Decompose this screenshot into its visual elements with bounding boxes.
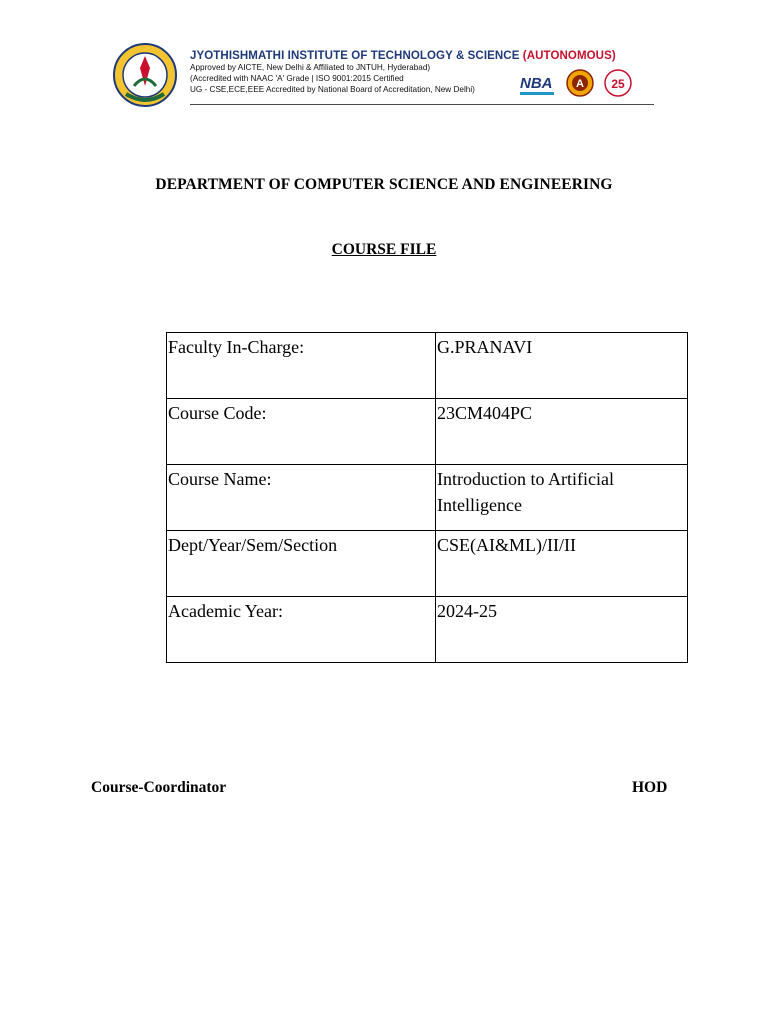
naac-a-grade-icon (567, 70, 593, 96)
accreditation-badges (518, 68, 648, 100)
table-row (167, 399, 688, 465)
dept-year-sem-value: CSE(AI&ML)/II/II (436, 531, 688, 597)
accreditation-line: (Accredited with NAAC 'A' Grade | ISO 9001:2015 Certified (190, 74, 404, 83)
table-row (167, 597, 688, 663)
autonomous-label: (AUTONOMOUS) (522, 50, 616, 62)
institute-name (190, 50, 616, 62)
course-code-label: Course Code: (167, 399, 436, 465)
institute-emblem-icon (112, 42, 178, 108)
letterhead (108, 40, 656, 110)
course-name-label: Course Name: (167, 465, 436, 531)
hod-signature: HOD (632, 779, 668, 796)
nba-line: UG - CSE,ECE,EEE Accredited by National Board of Accreditation, New Delhi) (190, 85, 475, 94)
naac-badge-label: A (576, 78, 584, 90)
anniversary-25-icon (605, 70, 631, 96)
course-coordinator-signature: Course-Coordinator (91, 779, 227, 796)
faculty-label: Faculty In-Charge: (167, 333, 436, 399)
academic-year-label: Academic Year: (167, 597, 436, 663)
anniversary-badge-label: 25 (611, 77, 625, 91)
header-divider (190, 104, 654, 105)
course-file-text: COURSE FILE (331, 241, 437, 258)
faculty-value: G.PRANAVI (436, 333, 688, 399)
department-heading: DEPARTMENT OF COMPUTER SCIENCE AND ENGINEERING (155, 176, 613, 193)
institute-name-text: JYOTHISHMATHI INSTITUTE OF TECHNOLOGY & SCIENCE (190, 50, 520, 62)
dept-year-sem-label: Dept/Year/Sem/Section (167, 531, 436, 597)
academic-year-value: 2024-25 (436, 597, 688, 663)
course-name-value: Introduction to Artificial Intelligence (436, 465, 688, 531)
nba-badge-label: NBA (520, 75, 553, 92)
course-file-title (0, 241, 768, 259)
nba-logo-icon (520, 75, 554, 95)
course-code-value: 23CM404PC (436, 399, 688, 465)
course-details-table (166, 332, 688, 663)
table-row (167, 333, 688, 399)
table-row (167, 531, 688, 597)
approval-line: Approved by AICTE, New Delhi & Affiliated to JNTUH, Hyderabad) (190, 63, 431, 72)
table-row (167, 465, 688, 531)
